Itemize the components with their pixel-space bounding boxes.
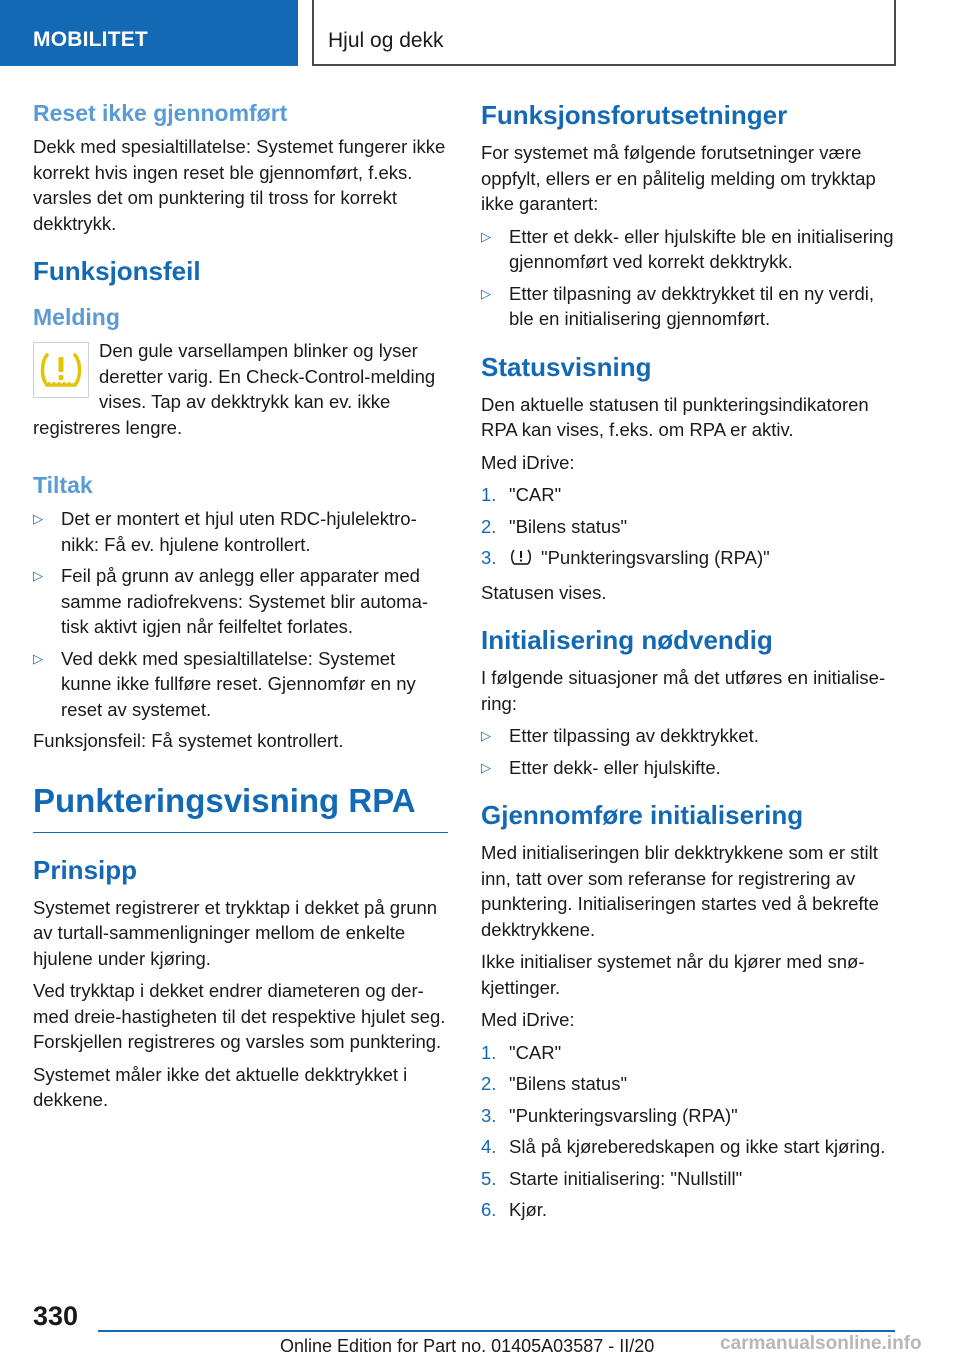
prereq-heading: Funksjonsforutsetninger [481, 100, 788, 130]
status-text: Den aktuelle statusen til punkteringsindikatoren RPA kan vises, f.eks. om RPA er aktiv. [481, 393, 869, 440]
init-needed-heading: Initialisering nødvendig [481, 625, 773, 655]
list-item: 2. "Bilens status" [481, 515, 628, 537]
chapter-title: Hjul og dekk [328, 29, 444, 52]
list-item: ▷ Etter tilpassing av dekktrykket. [481, 723, 895, 749]
bullet-triangle-icon: ▷ [33, 650, 43, 666]
bullet-triangle-icon: ▷ [33, 568, 43, 583]
init-needed-text: I følgende situasjoner må det utføres en initialisering: [481, 667, 886, 714]
bullet-triangle-icon: ▷ [481, 228, 491, 244]
footer-divider [98, 1330, 895, 1332]
list-item: 3. "Punkteringsvarsling (RPA)" [481, 545, 895, 574]
left-column [33, 98, 448, 1120]
list-item: 2. "Bilens status" [481, 1073, 628, 1094]
tire-pressure-warning-icon [33, 342, 89, 398]
list-item: ▷ Det er montert et hjul uten RDC-hjulelektronikk: Få ev. hjulene kontrollert. [33, 508, 417, 555]
prereq-text: For systemet må følgende forutsetninger være oppfylt, ellers er en pålitelig melding om trykktap ikke garantert: [481, 142, 876, 214]
action-heading: Tiltak [33, 472, 93, 498]
perform-idrive-label: Med iDrive: [481, 1009, 575, 1030]
list-item: 4. Slå på kjøreberedskapen og ikke start kjøring. [481, 1136, 886, 1157]
fault-heading: Funksjonsfeil [33, 256, 201, 286]
chapter-tab [312, 0, 896, 66]
reset-text: Dekk med spesialtillatelse: Systemet fungerer ikke korrekt hvis ingen reset ble gjennomført, f.eks. varsles det om punktering til tross for korrekt dekktrykk. [33, 136, 446, 234]
bullet-triangle-icon: ▷ [33, 511, 43, 526]
list-item: 5. Starte initialisering: "Nullstill" [481, 1167, 743, 1189]
section-tab [0, 0, 298, 66]
tire-pressure-icon [509, 547, 533, 574]
list-item: 3. "Punkteringsvarsling (RPA)" [481, 1104, 738, 1126]
status-idrive-label: Med iDrive: [481, 451, 575, 473]
principle-heading: Prinsipp [33, 854, 138, 885]
right-column [481, 98, 895, 1229]
perform-text-2: Ikke initialiser systemet når du kjører med snøkjettinger. [481, 951, 865, 998]
list-item: ▷ Ved dekk med spesialtillatelse: Systemet kunne ikke fullføre reset. Gjennomfør en ny reset av systemet. [33, 647, 416, 720]
bullet-triangle-icon: ▷ [481, 728, 491, 743]
list-item: ▷ Feil på grunn av anlegg eller apparater med samme radiofrekvens: Systemet blir automatisk aktivt igjen når feilfeltet forlates. [33, 565, 429, 637]
list-item: 1. "CAR" [481, 1041, 562, 1063]
section-title: MOBILITET [33, 28, 148, 51]
perform-steps [481, 1040, 895, 1223]
perform-heading: Gjennomføre initialisering [481, 800, 804, 830]
principle-text-2: Ved trykktap i dekket endrer diameteren og dermed dreie-hastigheten til det respektive hjulet seg. Forskjellen registreres og varsles som punktering. [33, 980, 446, 1052]
list-item: ▷ Etter et dekk- eller hjulskifte ble en initialisering gjennomført ved korrekt dekktrykk. [481, 225, 894, 272]
message-heading: Melding [33, 304, 120, 330]
status-shown: Statusen vises. [481, 581, 607, 603]
watermark: carmanualsonline.info [720, 1333, 922, 1354]
message-block [33, 338, 448, 440]
list-item: ▷ Etter tilpasning av dekktrykket til en ny verdi, ble en initialisering gjennomført. [481, 282, 875, 329]
list-item: 6. Kjør. [481, 1199, 548, 1220]
list-item: 1. "CAR" [481, 484, 562, 505]
fault-note: Funksjonsfeil: Få systemet kontrollert. [33, 730, 344, 751]
page-number: 330 [33, 1301, 79, 1331]
edition-text: Online Edition for Part no. 01405A03587 - II/20 [280, 1336, 655, 1356]
action-list [33, 506, 448, 722]
reset-heading: Reset ikke gjennomført [33, 100, 288, 126]
init-needed-list [481, 723, 895, 780]
bullet-triangle-icon: ▷ [481, 759, 491, 775]
status-steps [481, 482, 895, 574]
prereq-list [481, 224, 895, 332]
message-text: Den gule varsellampen blinker og lyser deretter varig. En Check-Control-melding vises. Tap av dekktrykk kan ev. ikke registreres lengre. [33, 340, 436, 438]
principle-text-1: Systemet registrerer et trykktap i dekket på grunn av turtall-sammenligninger mellom de enkelte hjulene under kjøring. [33, 896, 438, 969]
status-heading: Statusvisning [481, 351, 652, 382]
bullet-triangle-icon: ▷ [481, 285, 491, 301]
principle-text-3: Systemet måler ikke det aktuelle dekktrykket i dekkene. [33, 1063, 408, 1110]
list-item: ▷ Etter dekk- eller hjulskifte. [481, 755, 895, 781]
rpa-heading: Punkteringsvisning RPA [33, 780, 448, 833]
perform-text-1: Med initialiseringen blir dekktrykkene som er stilt inn, tatt over som referanse for registrering av punktering. Initialiseringen startes ved å bekrefte dekktrykkene. [481, 842, 879, 940]
